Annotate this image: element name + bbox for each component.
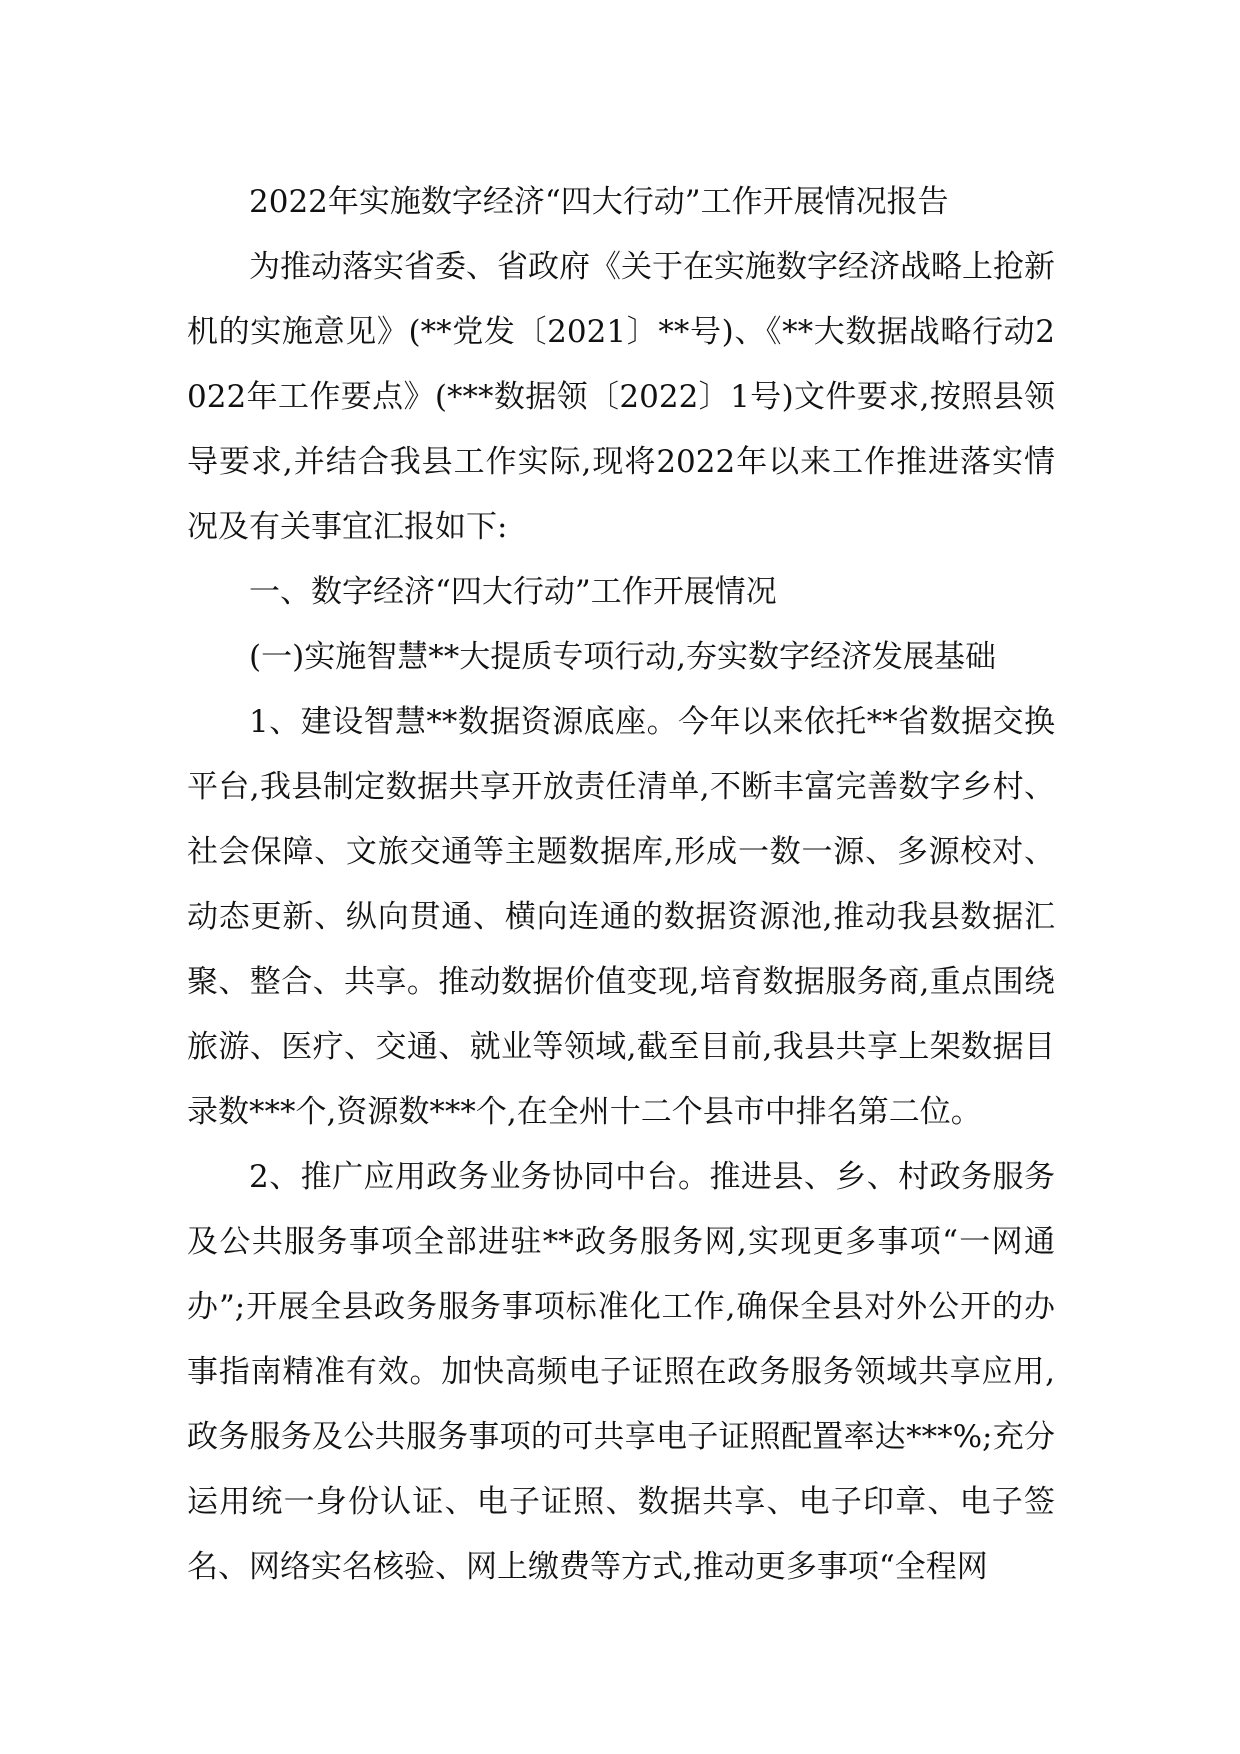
section-heading: 一、数字经济“四大行动”工作开展情况 [249,574,777,610]
item-paragraph-2: 2、推广应用政务业务协同中台。推进县、乡、村政务服务及公共服务事项全部进驻**政务服务网,实现更多事项“一网通办”;开展全县政务服务事项标准化工作,确保全县对外公开的办事指南精准有效。加快高频电子证照在政务服务领域共享应用,政务服务及公共服务事项的可共享电子证照配置率达***%;充分运用统一身份认证、电子证照、数据共享、电子印章、电子签名、网络实名核验、网上缴费等方式,推动更多事项“全程网 [187,1159,1055,1585]
item-paragraph-1: 1、建设智慧**数据资源底座。今年以来依托**省数据交换平台,我县制定数据共享开放责任清单,不断丰富完善数字乡村、社会保障、文旅交通等主题数据库,形成一数一源、多源校对、动态更新、纵向贯通、横向连通的数据资源池,推动我县数据汇聚、整合、共享。推动数据价值变现,培育数据服务商,重点围绕旅游、医疗、交通、就业等领域,截至目前,我县共享上架数据目录数***个,资源数***个,在全州十二个县市中排名第二位。 [187,704,1055,1130]
document-body [187,170,1055,1600]
subsection-heading: (一)实施智慧**大提质专项行动,夯实数字经济发展基础 [249,639,997,675]
document-title: 2022年实施数字经济“四大行动”工作开展情况报告 [249,184,949,220]
intro-paragraph: 为推动落实省委、省政府《关于在实施数字经济战略上抢新机的实施意见》(**党发〔2021〕**号)、《**大数据战略行动2022年工作要点》(***数据领〔2022〕1号)文件要求,按照县领导要求,并结合我县工作实际,现将2022年以来工作推进落实情况及有关事宜汇报如下: [187,249,1055,545]
